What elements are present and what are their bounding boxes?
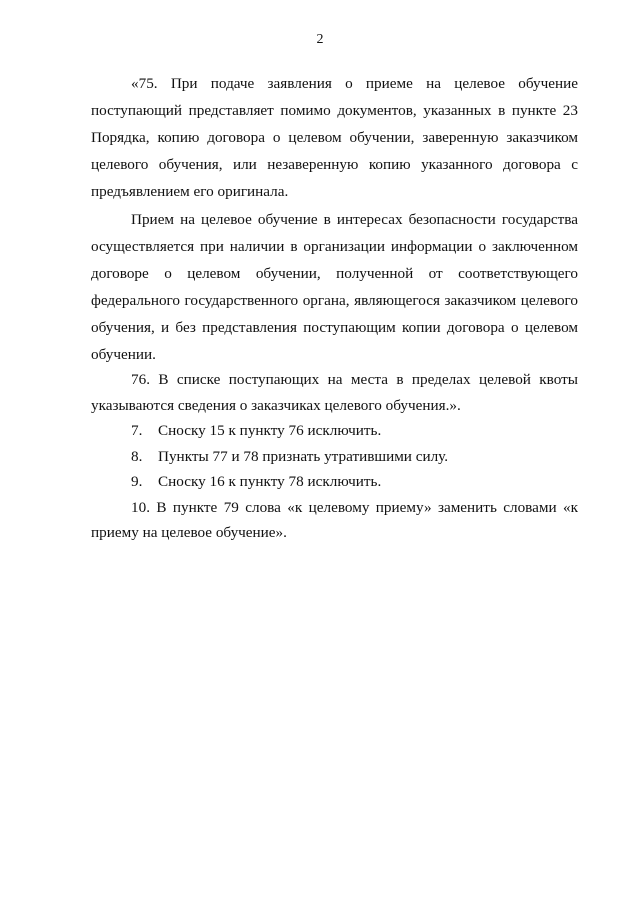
item-8-number: 8. — [131, 448, 143, 465]
paragraph-state-security-line-6: обучении. — [91, 346, 156, 363]
paragraph-state-security-line-5: обучения, и без представления поступающим копии договора о целевом — [91, 319, 578, 336]
paragraph-76-line-2: указываются сведения о заказчиках целевого обучения.». — [91, 397, 461, 414]
item-9-text: Сноску 16 к пункту 78 исключить. — [158, 473, 382, 490]
paragraph-state-security-line-3: договоре о целевом обучении, полученной от соответствующего — [91, 265, 578, 282]
paragraph-75-line-5: предъявлением его оригинала. — [91, 183, 289, 200]
page-number: 2 — [316, 32, 324, 47]
item-7-number: 7. — [131, 422, 143, 439]
paragraph-state-security-line-1: Прием на целевое обучение в интересах безопасности государства — [131, 211, 578, 228]
item-9-number: 9. — [131, 473, 143, 490]
paragraph-75-line-1: «75. При подаче заявления о приеме на целевое обучение — [131, 75, 578, 92]
item-10-line-2: приему на целевое обучение». — [91, 524, 287, 541]
paragraph-76-line-1: 76. В списке поступающих на места в пределах целевой квоты — [131, 371, 578, 388]
paragraph-75-line-3: Порядка, копию договора о целевом обучении, заверенную заказчиком — [91, 129, 578, 146]
paragraph-75-line-2: поступающий представляет помимо документов, указанных в пункте 23 — [91, 102, 578, 119]
paragraph-75-line-4: целевого обучения, или незаверенную копию указанного договора с — [91, 156, 578, 173]
item-7-text: Сноску 15 к пункту 76 исключить. — [158, 422, 382, 439]
item-8-text: Пункты 77 и 78 признать утратившими силу. — [158, 448, 449, 465]
paragraph-state-security-line-4: федерального государственного органа, являющегося заказчиком целевого — [91, 292, 578, 309]
paragraph-state-security-line-2: осуществляется при наличии в организации информации о заключенном — [91, 238, 578, 255]
item-10-line-1: 10. В пункте 79 слова «к целевому приему» заменить словами «к — [131, 499, 578, 516]
